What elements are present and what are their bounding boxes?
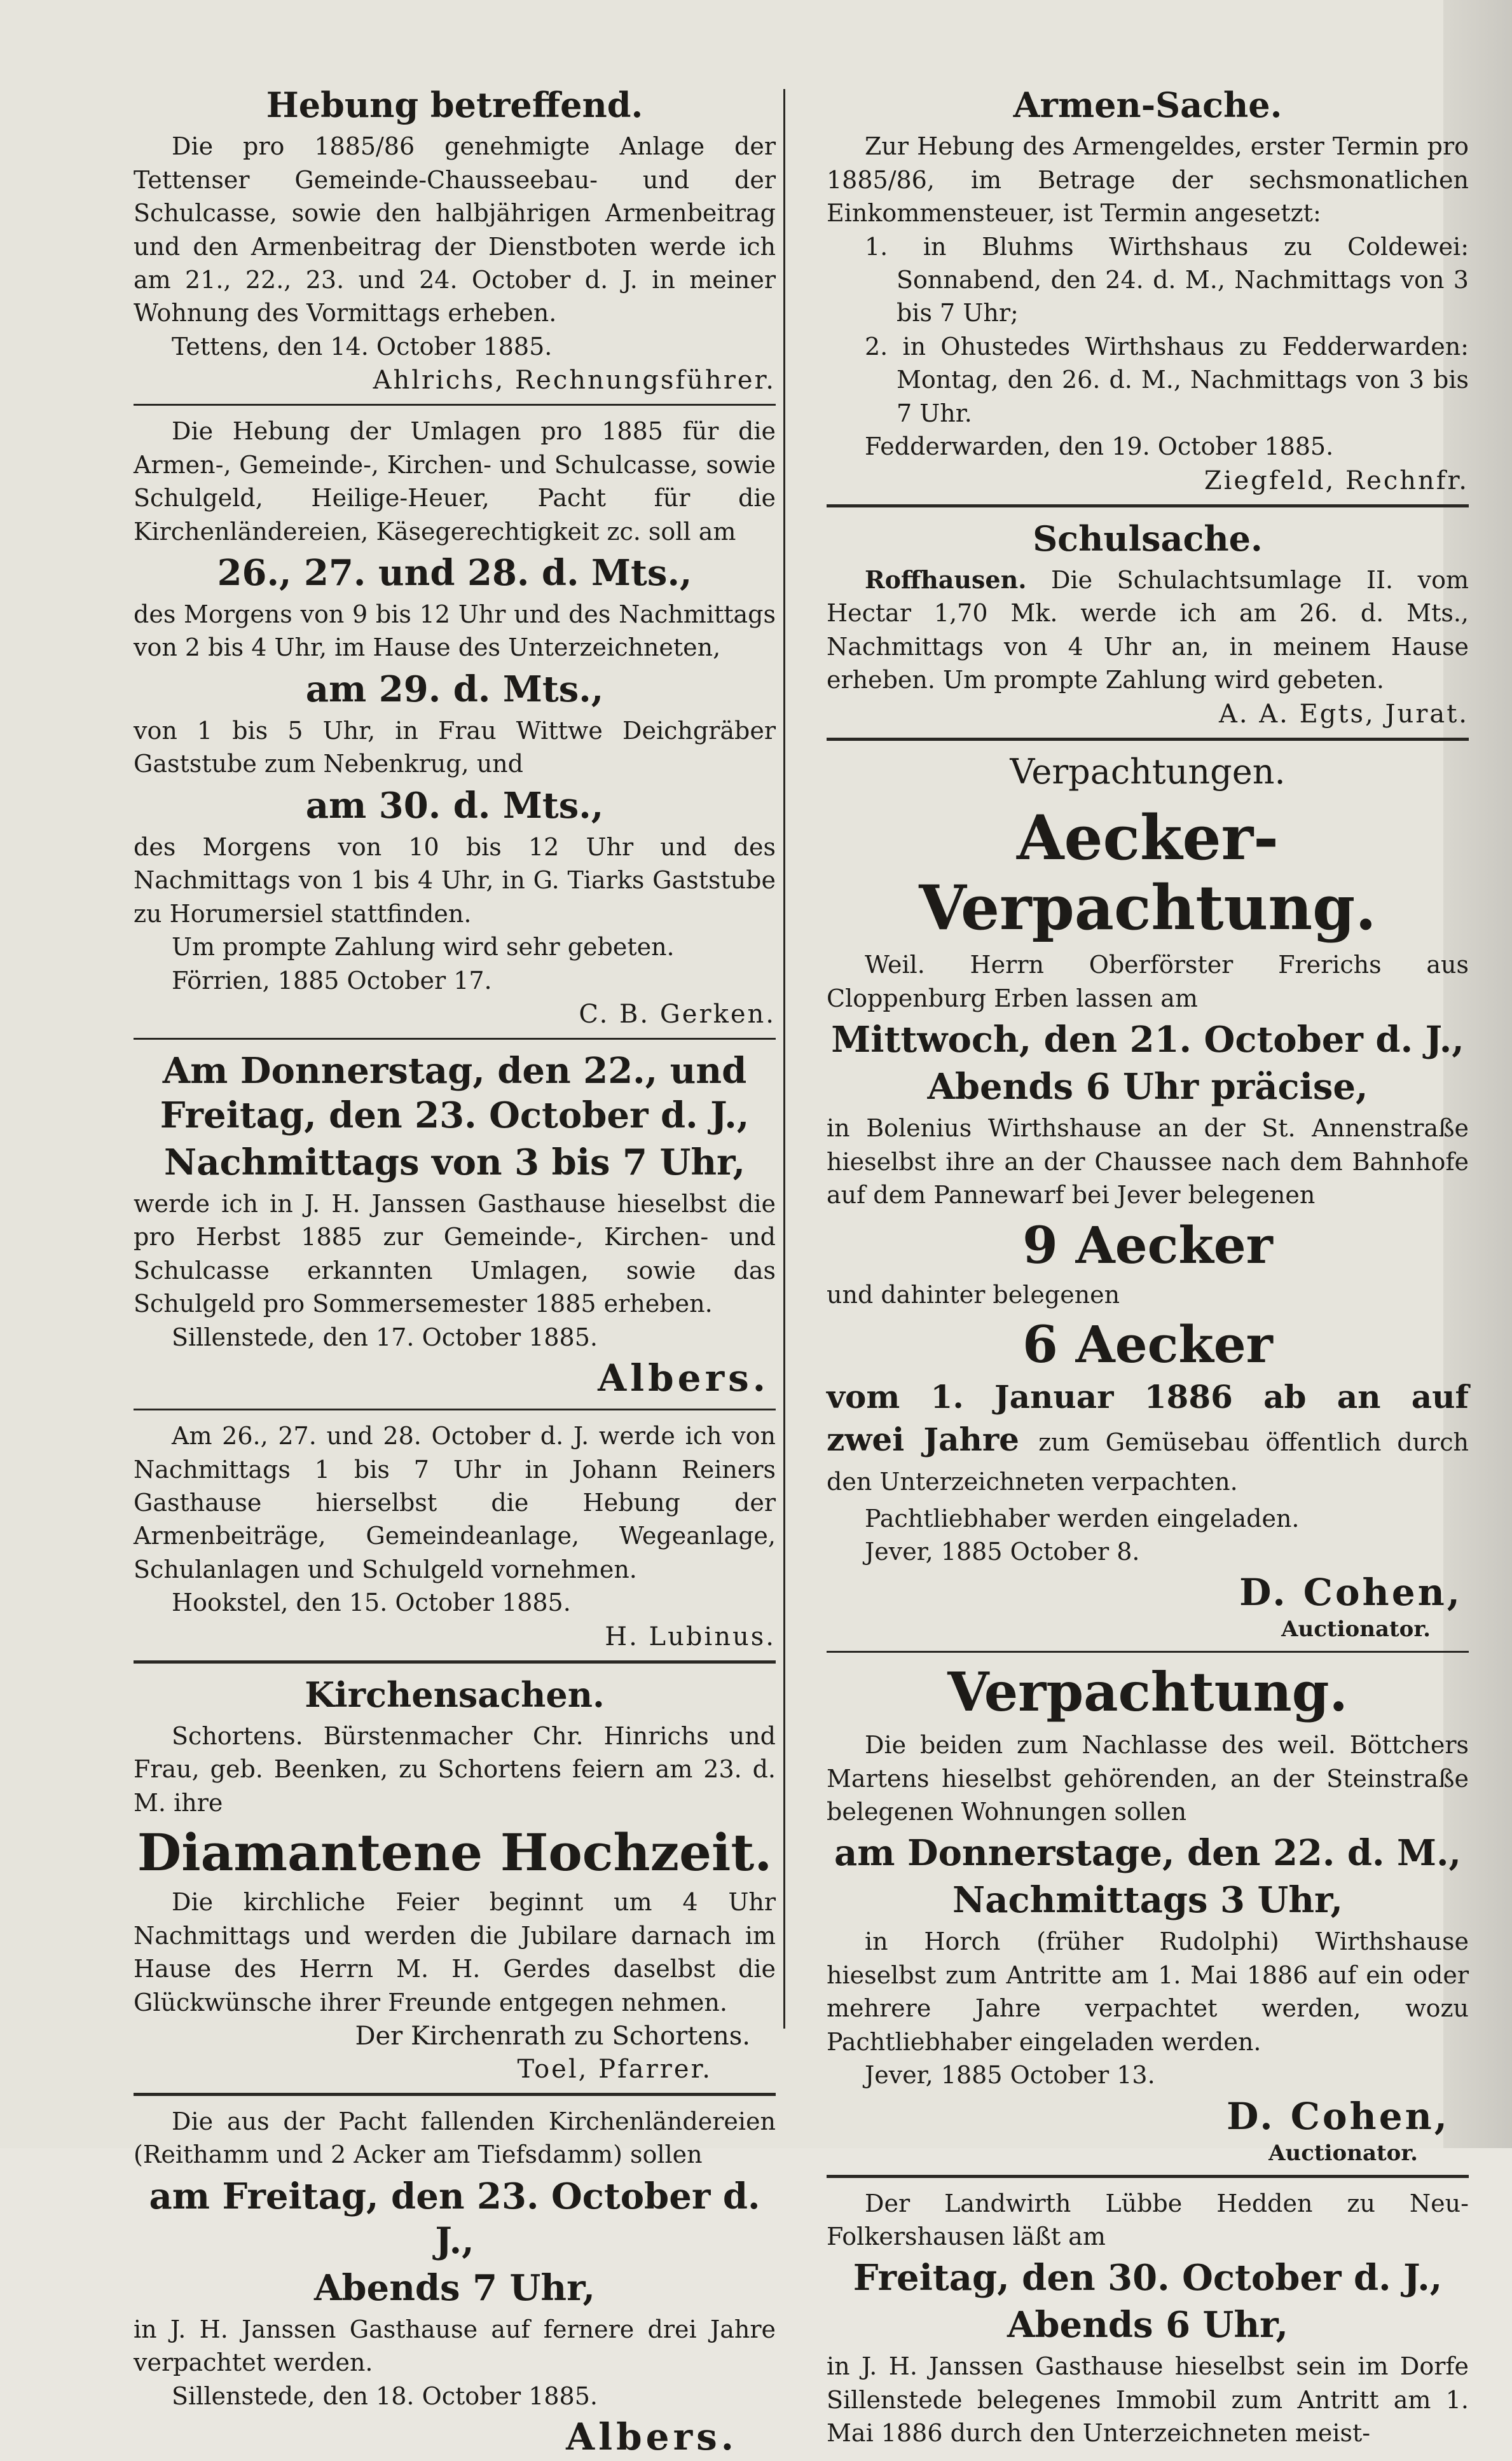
divider (134, 1409, 776, 1410)
notice-text: in J. H. Janssen Gasthause auf fernere drei Jahre verpachtet werden. (134, 2315, 776, 2377)
notice-date-line: 26., 27. und 28. d. Mts., (217, 552, 692, 594)
notice-text-body: Die Schulachtsumlage II. vom Hectar 1,70 Mk. werde ich am 26. d. Mts., Nachmittags von 4 Uhr an, in meinem Hause erheben. Um prompte Zahlung wird gebeten. (827, 565, 1469, 694)
notice-text: Die aus der Pacht fallenden Kirchenländereien (Reithamm und 2 Acker am Tiefsdamm) sollen (134, 2107, 776, 2169)
notice-date-line: Nachmittags 3 Uhr, (952, 1879, 1343, 1922)
notice-text: Der Landwirth Lübbe Hedden zu Neu-Folkershausen läßt am (827, 2189, 1469, 2251)
notice-text: zum Gemüsebau öffentlich durch den Unterzeichneten verpachten. (827, 1428, 1469, 1496)
notice-signature: A. A. Egts, Jurat. (1218, 699, 1469, 729)
notice-text (827, 563, 1469, 697)
duration-text: zwei Jahre (827, 1420, 1019, 1458)
notice-text: und dahinter belegenen (827, 1280, 1120, 1309)
notice-place-date: Jever, 1885 October 8. (865, 1538, 1140, 1566)
notice-text: Die pro 1885/86 genehmigte Anlage der Tettenser Gemeinde-Chausseebau- und der Schulcasse, sowie den halbjährigen Armenbeitrag und den Armenbeitrag der Dienstboten werde ich am 21., 22., 23. und 24. October d. J. in meiner Wohnung des Vormittags erheben. (134, 132, 776, 327)
notice-date-line: Abends 6 Uhr, (1007, 2304, 1289, 2347)
notice-signature: Ahlrichs, Rechnungsführer. (373, 366, 776, 396)
notice-headline: 9 Aecker (1022, 1215, 1273, 1275)
notice-text: in J. H. Janssen Gasthause hieselbst sein im Dorfe Sillenstede belegenes Immobil zum Antritt am 1. Mai 1886 durch den Unterzeichneten meist- (827, 2352, 1469, 2448)
left-column (134, 76, 776, 2461)
divider (134, 1038, 776, 1040)
notice-place-date: Fedderwarden, den 19. October 1885. (865, 432, 1334, 461)
notice-date-line: am Donnerstage, den 22. d. M., (834, 1832, 1461, 1875)
notice-signature: D. Cohen, (1239, 1571, 1462, 1615)
notice-title: Hebung betreffend. (266, 85, 643, 125)
notice-signature: Albers. (566, 2415, 738, 2459)
notice-text: Weil. Herrn Oberförster Frerichs aus Cloppenburg Erben lassen am (827, 951, 1469, 1012)
notice-date-line: Mittwoch, den 21. October d. J., (831, 1019, 1464, 1061)
notice-signature: Albers. (598, 1356, 769, 1400)
notice-headline: 6 Aecker (1022, 1314, 1273, 1375)
notice-signature-title: Auctionator. (1268, 2140, 1418, 2166)
divider (827, 504, 1469, 507)
notice-signature: C. B. Gerken. (579, 999, 776, 1029)
notice-place-date: Sillenstede, den 18. October 1885. (172, 2382, 598, 2410)
right-column (827, 76, 1469, 2450)
notice-headline: Nachmittags von 3 bis 7 Uhr, (164, 1141, 745, 1183)
column-divider (783, 89, 785, 2029)
notice-title: Armen-Sache. (1013, 85, 1282, 125)
notice-place-date: Tettens, den 14. October 1885. (172, 332, 553, 361)
notice-signature: Ziegfeld, Rechnfr. (1204, 465, 1469, 495)
notice-signature-title: Auctionator. (1281, 1617, 1431, 1643)
notice-text: Die beiden zum Nachlasse des weil. Böttchers Martens hieselbst gehörenden, an der Steinstraße belegenen Wohnungen sollen (827, 1731, 1469, 1826)
notice-text: Die Hebung der Umlagen pro 1885 für die Armen-, Gemeinde-, Kirchen- und Schulcasse, sowie Schulgeld, Heilige-Heuer, Pacht für die Kirchenländereien, Käsegerechtigkeit zc. soll am (134, 417, 776, 546)
notice-text: Die kirchliche Feier beginnt um 4 Uhr Nachmittags und werden die Jubilare darnach im Hause des Herrn M. H. Gerdes daselbst die Glückwünsche ihrer Freunde entgegen nehmen. (134, 1888, 776, 2016)
notice-signature: H. Lubinus. (605, 1622, 776, 1651)
section-title: Kirchensachen. (305, 1674, 605, 1715)
notice-signature: Toel, Pfarrer. (517, 2055, 712, 2084)
notice-text: Am 26., 27. und 28. October d. J. werde ich von Nachmittags 1 bis 7 Uhr in Johann Reiners Gasthause hierselbst die Hebung der Armenbeiträge, Gemeindeanlage, Wegeanlage, Schulanlagen und Schulgeld vornehmen. (134, 1422, 776, 1583)
notice-text: Um prompte Zahlung wird sehr gebeten. (172, 933, 675, 962)
divider (827, 1651, 1469, 1653)
notice-signature: D. Cohen, (1227, 2094, 1450, 2138)
notice-date-line: Abends 6 Uhr präcise, (927, 1066, 1368, 1108)
notice-place-date: Förrien, 1885 October 17. (172, 966, 492, 995)
divider (134, 404, 776, 406)
notice-date-line: am 29. d. Mts., (305, 668, 604, 710)
notice-date-line (827, 1420, 1469, 1499)
notice-date-line: Abends 7 Uhr, (313, 2266, 596, 2309)
notice-text: Schortens. Bürstenmacher Chr. Hinrichs und Frau, geb. Beenken, zu Schortens feiern am 23. d. M. ihre (134, 1721, 776, 1817)
notice-place-date: Hookstel, den 15. October 1885. (172, 1589, 571, 1617)
notice-text: des Morgens von 10 bis 12 Uhr und des Nachmittags von 1 bis 4 Uhr, in G. Tiarks Gaststube zu Horumersiel stattfinden. (134, 832, 776, 928)
notice-date-line: Freitag, den 30. October d. J., (853, 2257, 1443, 2299)
notice-text: von 1 bis 5 Uhr, in Frau Wittwe Deichgräber Gaststube zum Nebenkrug, und (134, 716, 776, 778)
notice-headline: Aecker-Verpachtung. (919, 801, 1377, 944)
notice-place-lead: Roffhausen. (865, 565, 1027, 594)
notice-date-line: vom 1. Januar 1886 ab an auf (827, 1378, 1469, 1416)
notice-text: Pachtliebhaber werden eingeladen. (865, 1504, 1300, 1533)
notice-place-date: Sillenstede, den 17. October 1885. (172, 1323, 598, 1351)
section-title: Schulsache. (1033, 518, 1263, 559)
list-item: 2. in Ohustedes Wirthshaus zu Fedderwarden: Montag, den 26. d. M., Nachmittags von 3 bis 7 Uhr. (865, 332, 1469, 427)
notice-signature: Der Kirchenrath zu Schortens. (355, 2022, 750, 2051)
section-title: Verpachtungen. (1010, 751, 1286, 792)
notice-date-line: am 30. d. Mts., (305, 784, 604, 827)
divider (827, 2175, 1469, 2178)
notice-place-date: Jever, 1885 October 13. (865, 2061, 1155, 2090)
notice-text: werde ich in J. H. Janssen Gasthause hieselbst die pro Herbst 1885 zur Gemeinde-, Kirchen- und Schulcasse erkannten Umlagen, sowie das Schulgeld pro Sommersemester 1885 erheben. (134, 1189, 776, 1318)
notice-headline: Verpachtung. (947, 1660, 1348, 1724)
list-item: 1. in Bluhms Wirthshaus zu Coldewei: Sonnabend, den 24. d. M., Nachmittags von 3 bis 7 Uhr; (865, 232, 1469, 327)
divider (134, 2093, 776, 2096)
divider (827, 738, 1469, 741)
notice-text: in Horch (früher Rudolphi) Wirthshause hieselbst zum Antritte am 1. Mai 1886 auf ein oder mehrere Jahre verpachtet werden, wozu Pachtliebhaber eingeladen werden. (827, 1927, 1469, 2056)
notice-date-line: am Freitag, den 23. October d. J., (149, 2175, 760, 2262)
notice-text: Zur Hebung des Armengeldes, erster Termin pro 1885/86, im Betrage der sechsmonatlichen Einkommensteuer, ist Termin angesetzt: (827, 132, 1469, 228)
notice-text: in Bolenius Wirthshause an der St. Annenstraße hieselbst ihre an der Chaussee nach dem Bahnhofe auf dem Pannewarf bei Jever belegenen (827, 1114, 1469, 1210)
notice-headline: Am Donnerstag, den 22., und Freitag, den 23. October d. J., (160, 1049, 750, 1136)
notice-headline: Diamantene Hochzeit. (137, 1823, 773, 1883)
divider (134, 1660, 776, 1664)
notice-text: des Morgens von 9 bis 12 Uhr und des Nachmittags von 2 bis 4 Uhr, im Hause des Unterzeichneten, (134, 600, 776, 662)
